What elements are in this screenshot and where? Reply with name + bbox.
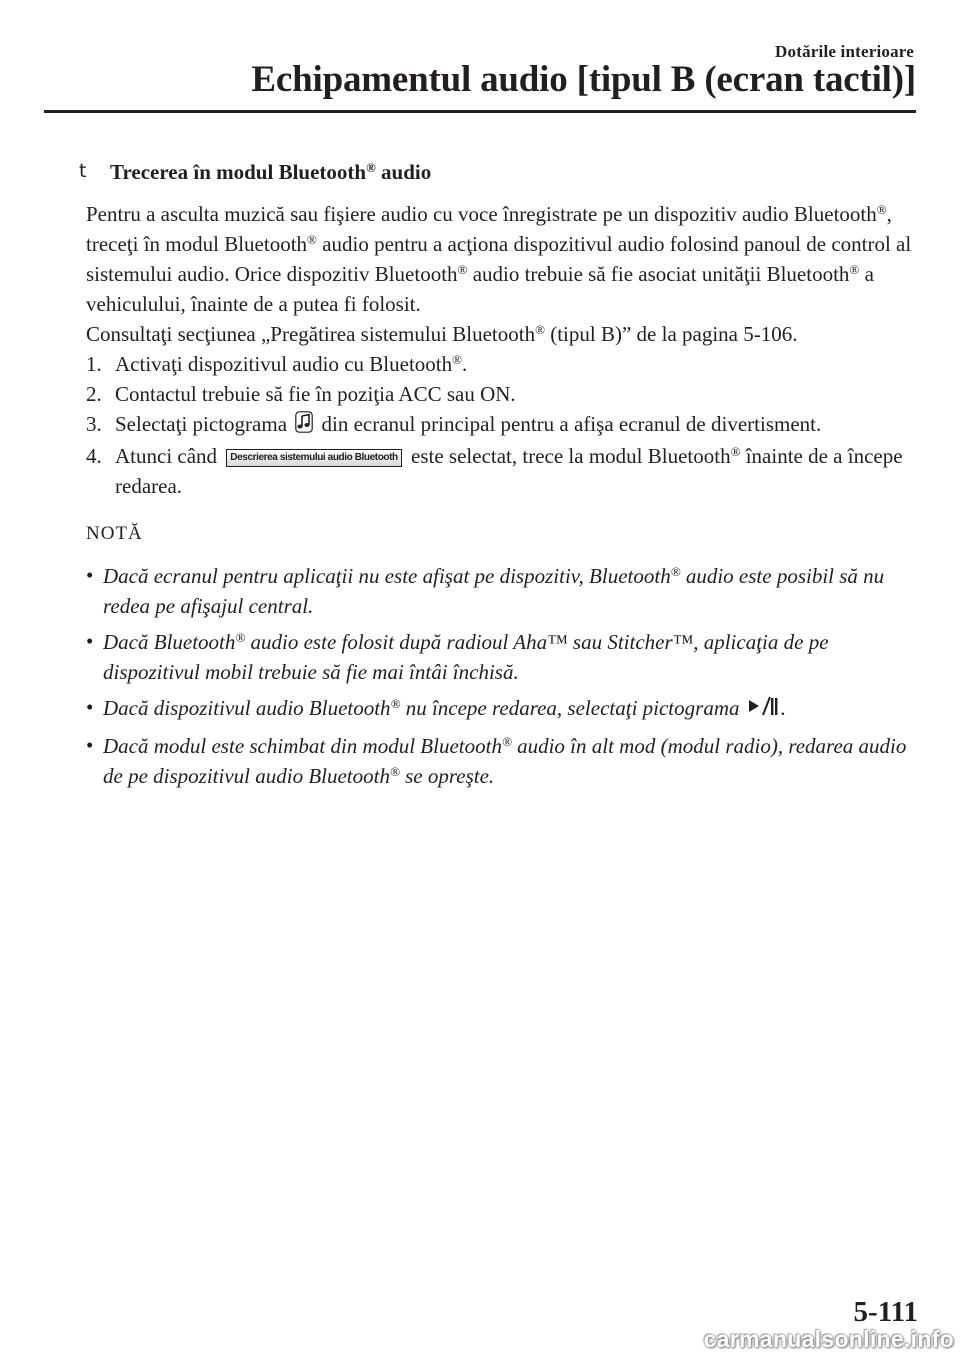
text-span: . [780, 696, 786, 720]
bluetooth-audio-description-button[interactable]: Descrierea sistemului audio Bluetooth [226, 449, 401, 467]
step-item [86, 441, 922, 501]
step-number: 4. [86, 444, 102, 468]
music-note-glyph [295, 411, 313, 433]
bullet-icon: • [86, 629, 94, 653]
step-number: 3. [86, 412, 102, 436]
notes-list [86, 561, 922, 791]
text-span: din ecranul principal pentru a afişa ecranul de divertisment. [321, 412, 822, 436]
text-span: audio este posibil să nu redea pe afişajul central. [103, 564, 885, 618]
intro-paragraph [86, 199, 922, 319]
registered-mark: ® [307, 232, 317, 247]
music-note-icon [295, 411, 313, 441]
registered-mark: ® [670, 564, 681, 579]
registered-mark: ® [730, 444, 741, 459]
section-title-part: audio [375, 160, 432, 184]
text-span: Contactul trebuie să fie în poziţia ACC sau ON. [115, 382, 516, 406]
steps-list [86, 349, 922, 501]
text-span: (tipul B)” de la pagina 5-106. [544, 322, 798, 346]
bullet-icon: • [86, 563, 94, 587]
text-span: este selectat, trece la modul Bluetooth [411, 444, 731, 468]
page-title: Echipamentul audio [tipul B (ecran tactil)] [251, 59, 916, 100]
text-span: Activaţi dispozitivul audio cu Bluetooth [115, 352, 453, 376]
text-span: se opreşte. [399, 764, 495, 788]
text-span: audio este folosit după radioul Aha™ sau Stitcher™, aplicaţia de pe dispozitivul mobil trebuie să fie mai întâi închisă. [103, 630, 829, 684]
text-span: audio trebuie să fie asociat unităţii Bluetooth [467, 262, 850, 286]
text-span: Pentru a asculta muzică sau fişiere audio cu voce înregistrate pe un dispozitiv audio Bluetooth [86, 202, 877, 226]
text-span: audio pentru a acţiona dispozitivul audio folosind panoul de control al sistemului audio. Orice dispozitiv Bluetooth [86, 232, 912, 286]
watermark: carmanualsonline.info [703, 1326, 954, 1352]
chapter-label: Dotările interioare [775, 42, 914, 61]
section-title-part: Trecerea în modul Bluetooth [110, 160, 367, 184]
section-marker-icon: t [79, 160, 87, 182]
registered-mark: ® [366, 160, 376, 175]
text-span: a vehiculului, înainte de a putea fi folosit. [86, 262, 874, 316]
registered-mark: ® [501, 734, 512, 749]
header-divider [44, 110, 916, 113]
registered-mark: ® [876, 202, 887, 217]
step-item [86, 349, 922, 379]
bullet-icon: • [86, 695, 94, 719]
note-item [86, 731, 922, 791]
text-span: Dacă Bluetooth [103, 630, 236, 654]
text-span: Consultaţi secţiunea „Pregătirea sistemului Bluetooth [86, 322, 536, 346]
reference-paragraph [86, 319, 922, 349]
registered-mark: ® [457, 262, 468, 277]
note-item [86, 627, 922, 687]
text-span: audio în alt mod (modul radio), redarea audio de pe dispozitivul audio Bluetooth [103, 734, 907, 788]
registered-mark: ® [235, 630, 246, 645]
text-span: Selectaţi pictograma [115, 412, 288, 436]
registered-mark: ® [452, 352, 463, 367]
registered-mark: ® [390, 696, 401, 711]
text-span: . [462, 352, 468, 376]
bullet-icon: • [86, 733, 94, 757]
text-span: Atunci când [115, 444, 218, 468]
note-title: NOTĂ [86, 523, 143, 544]
registered-mark: ® [389, 764, 400, 779]
text-span: înainte de a începe redarea. [115, 444, 903, 498]
text-span: Dacă ecranul pentru aplicaţii nu este afişat pe dispozitiv, Bluetooth [103, 564, 671, 588]
section-heading [79, 160, 922, 185]
step-number: 1. [86, 352, 102, 376]
step-item [86, 379, 922, 409]
registered-mark: ® [849, 262, 860, 277]
play-pause-icon [748, 695, 778, 725]
text-span: , treceţi în modul Bluetooth [86, 202, 892, 256]
page-number: 5-111 [853, 1296, 918, 1328]
note-item [86, 693, 922, 725]
text-span: Dacă modul este schimbat din modul Bluetooth [103, 734, 502, 758]
play-pause-glyph [748, 695, 778, 717]
step-number: 2. [86, 382, 102, 406]
note-item [86, 561, 922, 621]
main-content [79, 160, 922, 797]
text-span: Dacă dispozitivul audio Bluetooth [103, 696, 391, 720]
text-span: nu începe redarea, selectaţi pictograma [400, 696, 740, 720]
step-item [86, 409, 922, 441]
registered-mark: ® [535, 322, 545, 337]
